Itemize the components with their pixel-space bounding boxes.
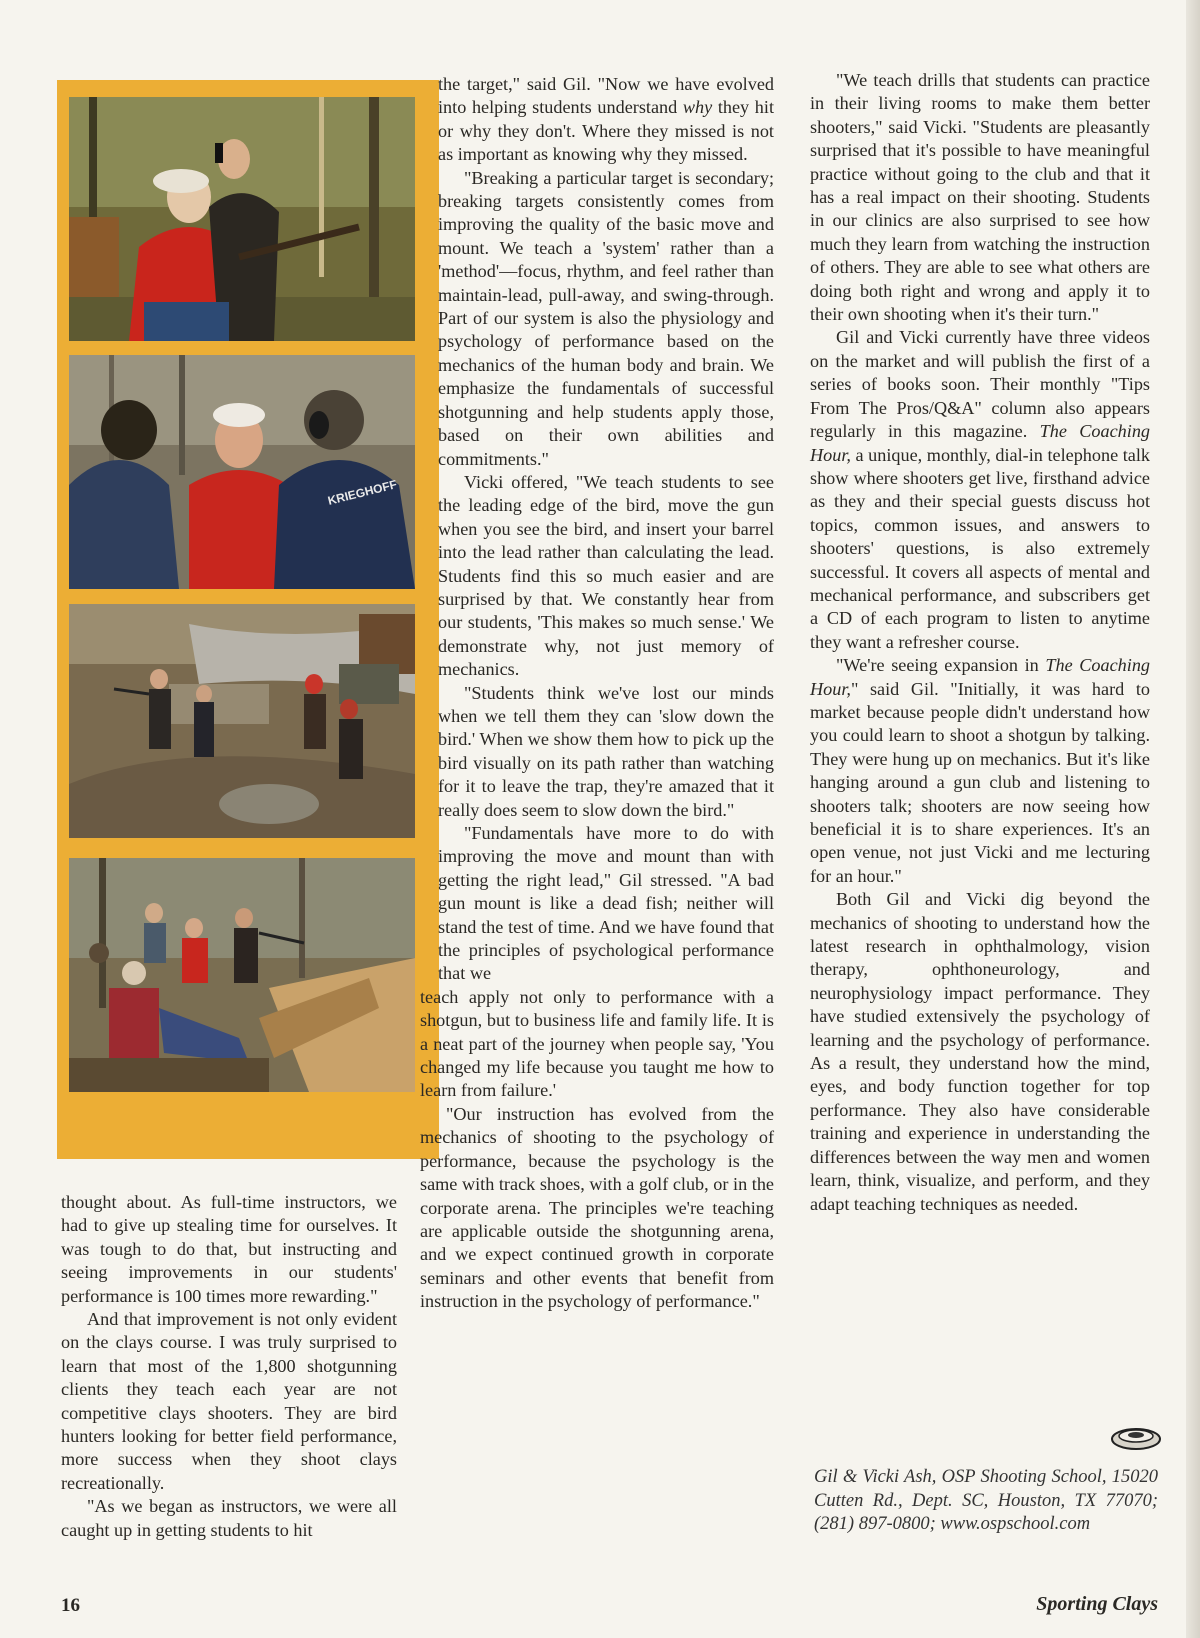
paragraph (438, 73, 774, 167)
paragraph: "We teach drills that students can practice in their living rooms to make them better shooters," said Vicki. "Students are pleasantly surprised that it's possible to have meaningful practice without going to the club and that it has a real impact on their shooting. Students in our clinics are also surprised to see how much they learn from watching the instruction of others. They are able to see what others are doing both right and wrong and apply it to their own shooting when it's their turn." (810, 70, 1150, 325)
text-run: "We're seeing expansion in (836, 655, 1046, 676)
photo-students-on-deck (69, 858, 415, 1092)
article-column-2 (420, 73, 775, 1314)
text-run: a unique, monthly, dial-in telephone talk show where shooters get live, firsthand advice as they and their special guests discuss hot topics, common issues, and answers to shooters' questions, is also extremely successful. It covers all aspects of mental and mechanical performance, and subscribers get a CD of each program to listen to anytime they want a refresher course. (810, 444, 1150, 652)
paragraph: "Fundamentals have more to do with improving the move and mount than with getting the right lead," Gil stressed. "A bad gun mount is like a dead fish; neither will stand the test of time. And we have found that the principles of psychological performance that we (438, 823, 774, 984)
paragraph: And that improvement is not only evident on the clays course. I was truly surprised to learn that most of the 1,800 shotgunning clients they teach each year are not competitive clays shooters. They are bird hunters looking for better field performance, more success when they shoot clays recreationally. (61, 1309, 397, 1493)
photo-instructor-talking (69, 355, 415, 589)
magazine-name: Sporting Clays (1036, 1593, 1158, 1615)
paragraph: "As we began as instructors, we were all caught up in getting students to hit (61, 1496, 397, 1540)
paragraph (810, 654, 1150, 888)
page-edge (1186, 0, 1200, 1638)
article-column-3 (810, 69, 1150, 1216)
paragraph: thought about. As full-time instructors, we had to give up stealing time for ourselves. It was tough to do that, but instructing and seeing improvements in our students' performance is 100 times more rewarding." (61, 1192, 397, 1306)
paragraph: Vicki offered, "We teach students to see the leading edge of the bird, move the gun when you see the bird, and insert your barrel into the lead rather than calculating the lead. Students find this so much easier and are surprised by that. We constantly hear from our students, 'This makes so much sense.' We demonstrate why, not just memory of mechanics. (438, 471, 774, 680)
krieghoff-vest-label: KRIEGHOFF (326, 477, 399, 508)
text-run: they hit or why they don't. Where they missed is not as important as knowing why they missed. (438, 97, 775, 165)
text-run: " said Gil. "Initially, it was hard to market because people didn't understand how you could learn to shoot a shotgun by talking. They were hung up on mechanics. But it's like hanging around a gun club and listening to shooters talk; shooters are now seeing how beneficial it is to share experiences. It's an open venue, not just Vicki and me lecturing for an hour." (810, 678, 1150, 886)
emphasis: why (682, 97, 713, 118)
page-number: 16 (61, 1595, 80, 1616)
paragraph: "Breaking a particular target is secondary; breaking targets consistently comes from improving the quality of the basic move and mount. We teach a 'system' rather than a 'method'—focus, rhythm, and feel rather than maintain-lead, pull-away, and swing-through. Part of our system is also the physiology and psychology of performance based on the mechanics of the human body and brain. We emphasize the fundamentals of successful shotgunning and help students apply those, based on their own abilities and commitments." (438, 167, 774, 469)
emphasis: The Coaching Hour, (810, 421, 1151, 465)
text-run: Gil and Vicki currently have three videos on the market and will publish the first of a series of books soon. Their monthly "Tips From The Pros/Q&A" column also appears regularly in this magazine. (810, 327, 1150, 442)
article-column-1 (61, 1191, 397, 1542)
paragraph: Both Gil and Vicki dig beyond the mechanics of shooting to understand how the latest research in ophthalmology, vision therapy, ophthoneurology, and neurophysiology impact performance. They have studied extensively the psychology of learning and the psychology of performance. As a result, they understand how the mind, eyes, and body function together for top performance. They also have considerable training and experience in understanding the differences between the way men and women learn, think, visualize, and perform, and they adapt teaching techniques as needed. (810, 889, 1150, 1214)
photo-group-on-course (69, 604, 415, 838)
text-run: the target," said Gil. "Now we have evolved into helping students understand (438, 74, 774, 118)
contact-credit: Gil & Vicki Ash, OSP Shooting School, 15020 Cutten Rd., Dept. SC, Houston, TX 77070; (281) 897-0800; www.ospschool.com (814, 1467, 1158, 1534)
paragraph-continued: teach apply not only to performance with a shotgun, but to business life and family life. It is a neat part of the journey when people say, 'You changed my life because you taught me how to learn from failure.' (420, 986, 774, 1101)
photo-panel (57, 80, 439, 1159)
paragraph (810, 326, 1150, 654)
paragraph: "Students think we've lost our minds when we tell them they can 'slow down the bird.' When we show them how to pick up the bird visually on its path rather than watching for it to leave the trap, they're amazed that it really does seem to slow down the bird." (438, 682, 774, 820)
photo-instructor-with-shooter (69, 97, 415, 341)
paragraph: "Our instruction has evolved from the mechanics of shooting to the psychology of performance, because the psychology is the same with track shoes, with a golf club, or in the corporate arena. The principles we're teaching are applicable outside the shotgunning arena, and we expect continued growth in corporate seminars and other events that benefit from instruction in the psychology of performance." (420, 1103, 774, 1312)
emphasis: The Coaching Hour, (810, 655, 1151, 699)
clay-target-icon (1110, 1425, 1162, 1451)
